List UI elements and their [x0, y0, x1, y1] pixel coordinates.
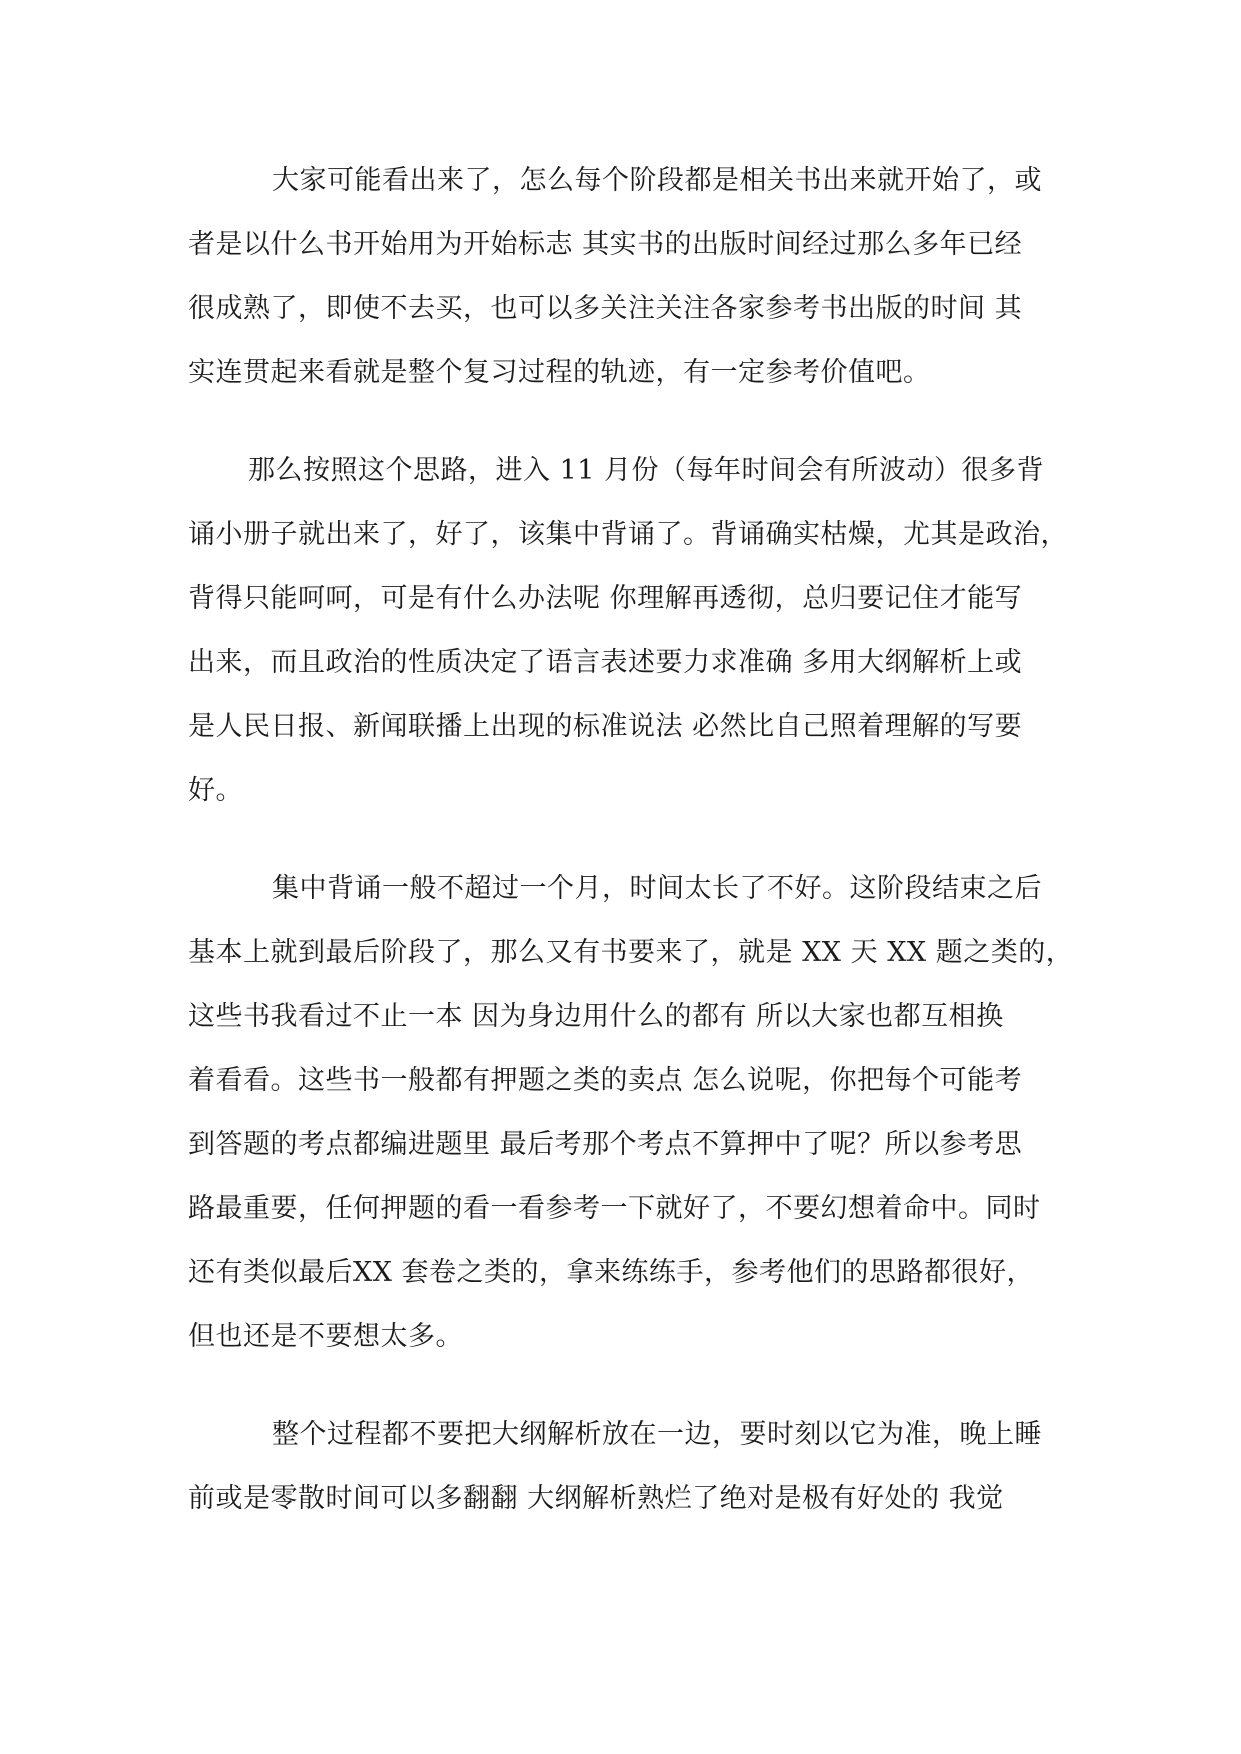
paragraph-4-line-1: 整个过程都不要把大纲解析放在一边，要时刻以它为准，晚上睡 [272, 1419, 1042, 1450]
paragraph-2-line-2: 诵小册子就出来了，好了，该集中背诵了。背诵确实枯燥，尤其是政治， [188, 519, 1068, 550]
paragraph-3-line-4: 着看看。这些书一般都有押题之类的卖点 怎么说呢，你把每个可能考 [188, 1065, 1023, 1096]
paragraph-3-line-7: 还有类似最后XX 套卷之类的，拿来练练手，参考他们的思路都很好， [188, 1257, 1035, 1288]
paragraph-2-line-3: 背得只能呵呵，可是有什么办法呢 你理解再透彻，总归要记住才能写 [188, 583, 1023, 614]
paragraph-3-line-5: 到答题的考点都编进题里 最后考那个考点不算押中了呢？所以参考思 [188, 1129, 1023, 1160]
paragraph-1-line-2: 者是以什么书开始用为开始标志 其实书的出版时间经过那么多年已经 [188, 229, 1023, 260]
paragraph-3-line-8: 但也还是不要想太多。 [188, 1321, 463, 1352]
paragraph-3-line-6: 路最重要，任何押题的看一看参考一下就好了，不要幻想着命中。同时 [188, 1193, 1041, 1224]
paragraph-2-line-4: 出来，而且政治的性质决定了语言表述要力求准确 多用大纲解析上或 [188, 647, 1023, 678]
paragraph-2-line-1: 那么按照这个思路，进入 11 月份（每年时间会有所波动）很多背 [248, 455, 1045, 486]
paragraph-1-line-4: 实连贯起来看就是整个复习过程的轨迹，有一定参考价值吧。 [188, 357, 931, 388]
paragraph-4-line-2: 前或是零散时间可以多翻翻 大纲解析熟烂了绝对是极有好处的 我觉 [188, 1483, 1004, 1514]
paragraph-2-line-6: 好。 [188, 775, 243, 806]
paragraph-3-line-2: 基本上就到最后阶段了，那么又有书要来了，就是 XX 天 XX 题之类的， [188, 937, 1074, 968]
paragraph-1-line-1: 大家可能看出来了，怎么每个阶段都是相关书出来就开始了，或 [272, 165, 1042, 196]
paragraph-3-line-1: 集中背诵一般不超过一个月，时间太长了不好。这阶段结束之后 [272, 873, 1042, 904]
paragraph-2-line-5: 是人民日报、新闻联播上出现的标准说法 必然比自己照着理解的写要 [188, 711, 1023, 742]
paragraph-1-line-3: 很成熟了，即使不去买，也可以多关注关注各家参考书出版的时间 其 [188, 293, 1023, 324]
paragraph-3-line-3: 这些书我看过不止一本 因为身边用什么的都有 所以大家也都互相换 [188, 1001, 1004, 1032]
